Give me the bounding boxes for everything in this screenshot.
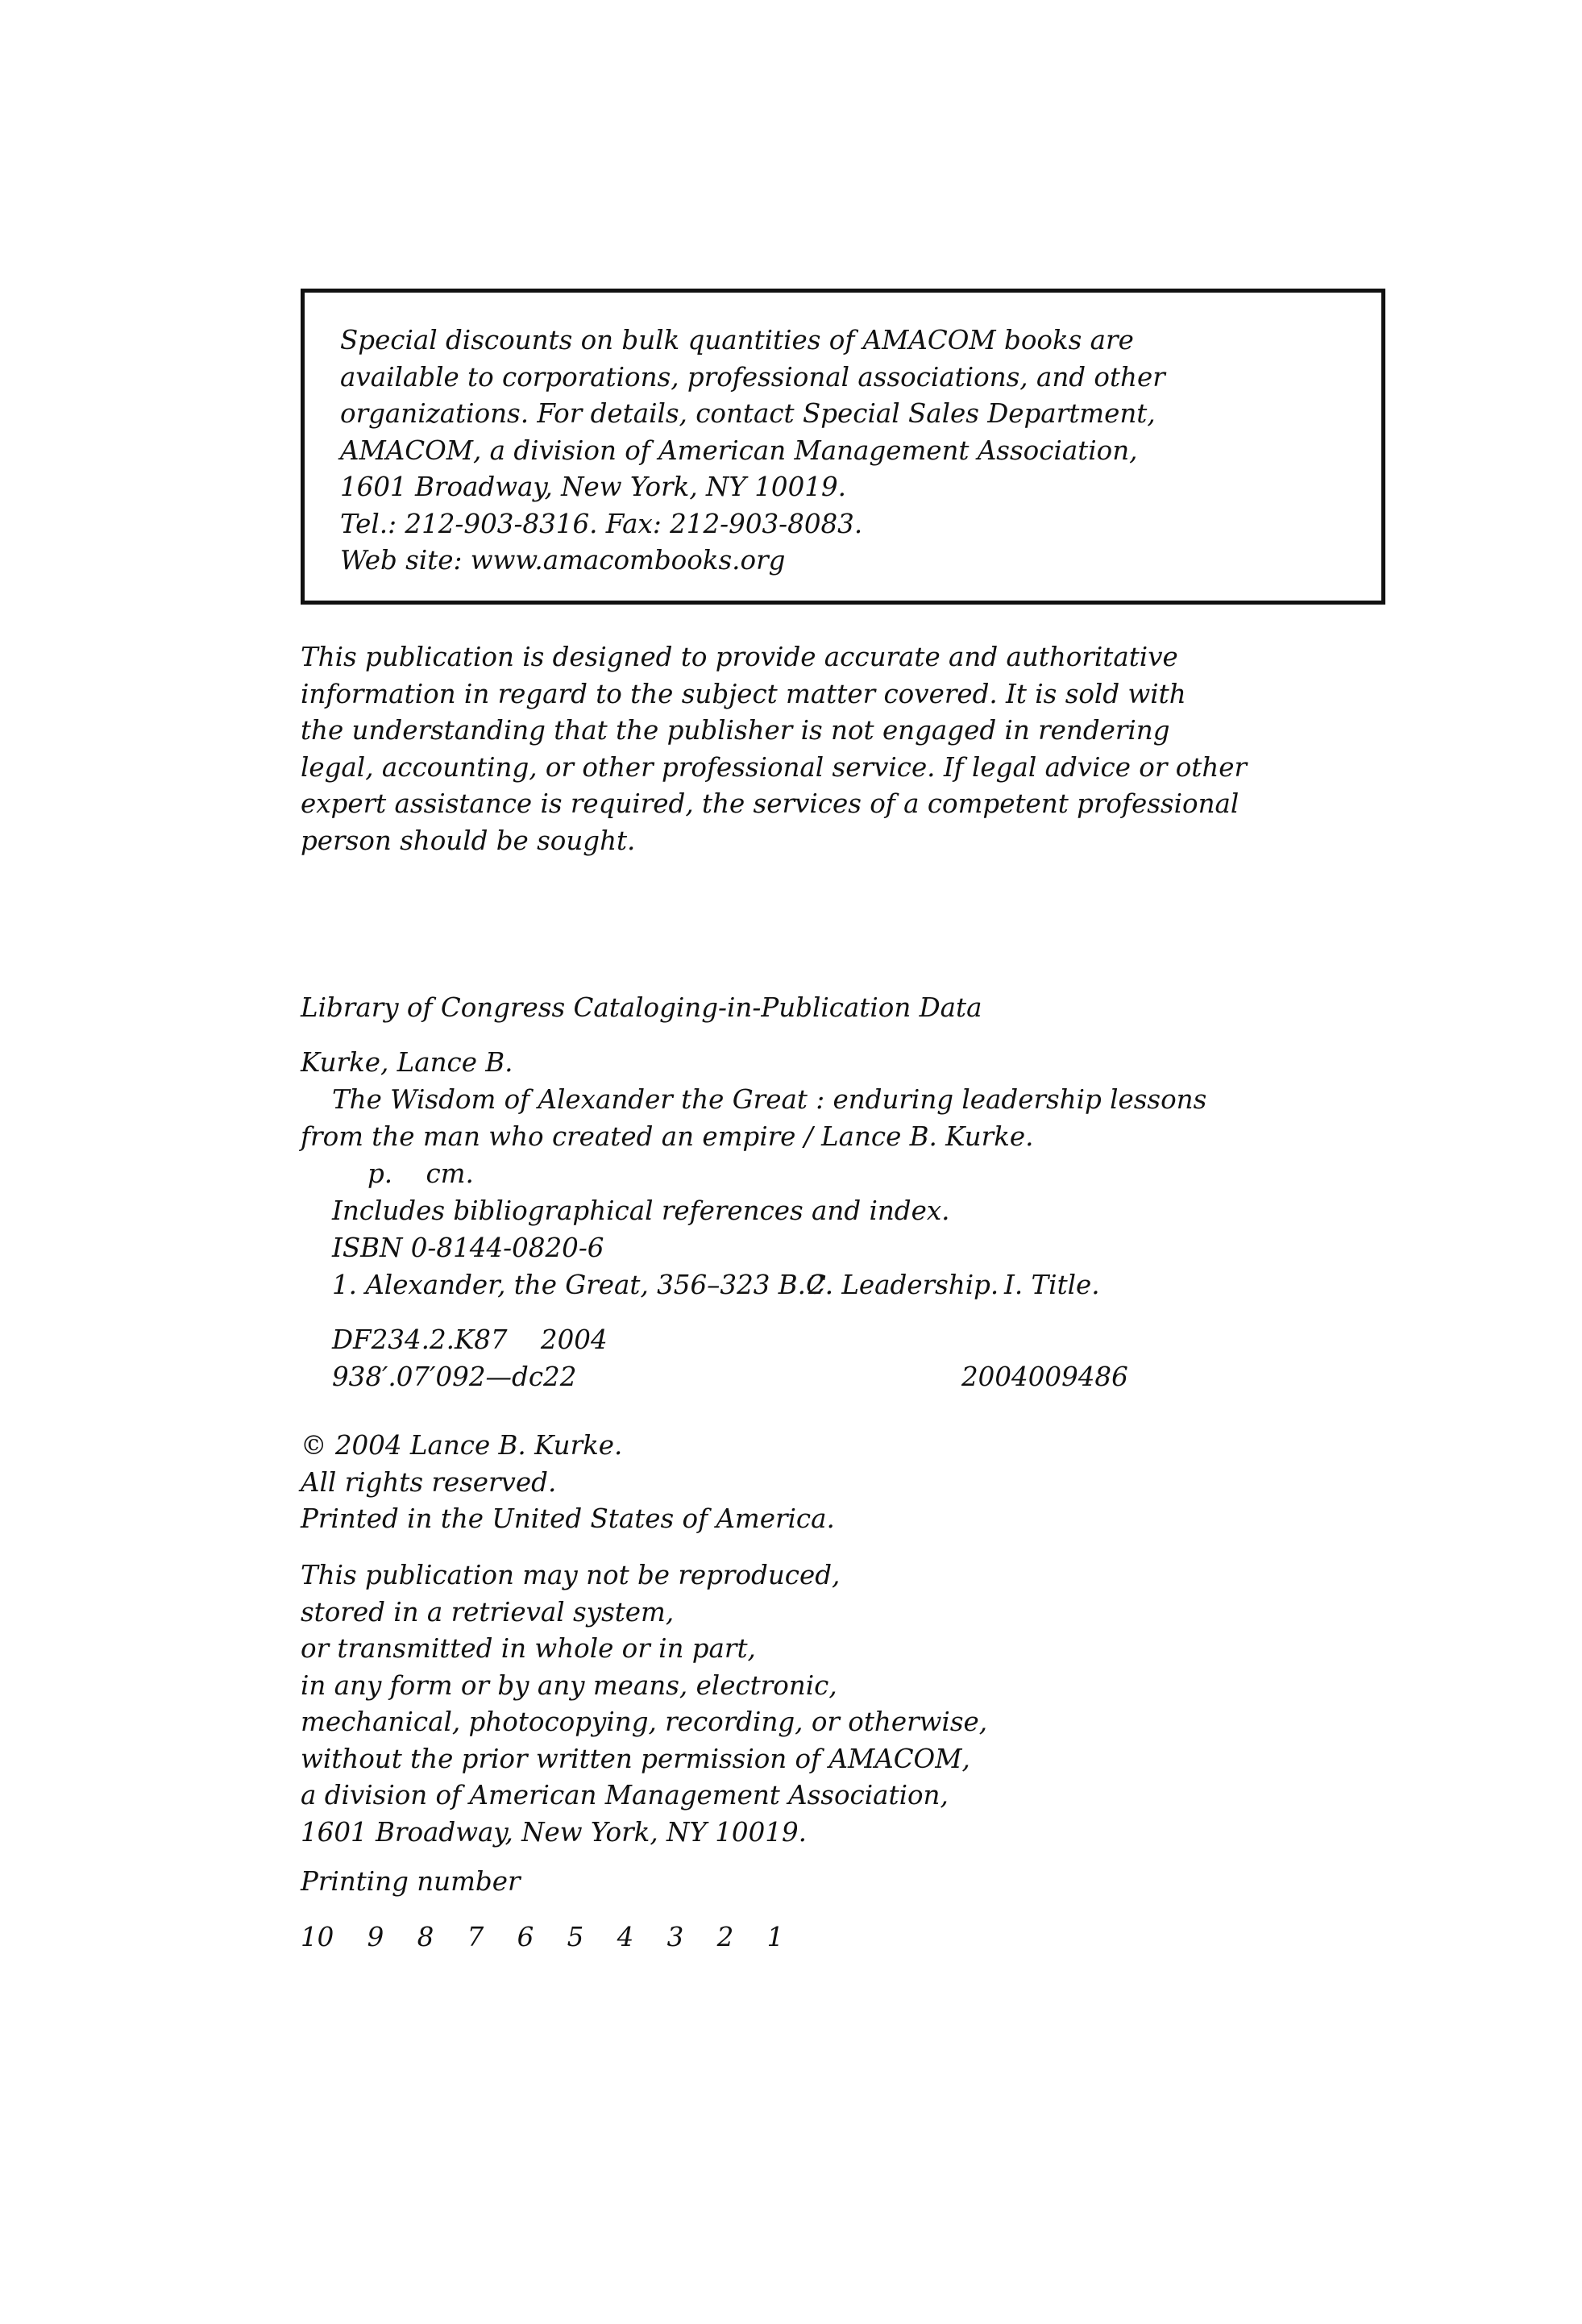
cip-subject: 1. Alexander, the Great, 356–323 B.C.: [332, 1270, 834, 1300]
special-sales-line: Special discounts on bulk quantities of AMACOM books are: [340, 325, 1134, 355]
disclaimer-line: person should be sought.: [301, 825, 636, 856]
special-sales-line: organizations. For details, contact Special Sales Department,: [340, 398, 1156, 429]
printing-label: Printing number: [301, 1866, 521, 1897]
cip-notes: Includes bibliographical references and index.: [332, 1195, 950, 1226]
cip-title-line: The Wisdom of Alexander the Great : enduring leadership lessons: [332, 1084, 1207, 1115]
cip-pagination: p. cm.: [367, 1158, 474, 1189]
website: Web site: www.amacombooks.org: [340, 545, 786, 576]
cip-lc-class: DF234.2.K87 2004: [332, 1324, 608, 1355]
copyright-line: Printed in the United States of America.: [301, 1503, 835, 1534]
cip-dewey: 938′.07′092—dc22: [332, 1362, 577, 1392]
reproduction-line: or transmitted in whole or in part,: [301, 1633, 756, 1664]
disclaimer-line: legal, accounting, or other professional service. If legal advice or other: [301, 751, 1248, 783]
reproduction-line: without the prior written permission of AMACOM,: [301, 1743, 970, 1774]
reproduction-notice: [301, 1557, 987, 1851]
reproduction-line: in any form or by any means, electronic,: [301, 1669, 837, 1701]
printing-sequence: 10 9 8 7 6 5 4 3 2 1: [301, 1922, 784, 1952]
disclaimer: [301, 639, 1247, 859]
cip-subject: I. Title.: [1004, 1270, 1100, 1300]
special-sales-line: available to corporations, professional associations, and other: [340, 361, 1165, 393]
copyright-line: All rights reserved.: [301, 1466, 557, 1498]
cip-author: Kurke, Lance B.: [301, 1047, 513, 1078]
cip-lccn: 2004009486: [961, 1362, 1128, 1392]
disclaimer-line: the understanding that the publisher is not engaged in rendering: [301, 715, 1170, 746]
copyright-line: © 2004 Lance B. Kurke.: [301, 1430, 623, 1461]
disclaimer-line: This publication is designed to provide accurate and authoritative: [301, 642, 1178, 672]
disclaimer-line: information in regard to the subject matter covered. It is sold with: [301, 678, 1186, 709]
reproduction-line: mechanical, photocopying, recording, or otherwise,: [301, 1707, 988, 1737]
reproduction-line: This publication may not be reproduced,: [301, 1560, 841, 1590]
special-sales-line: AMACOM, a division of American Management Association,: [340, 434, 1138, 466]
copyright: [301, 1428, 835, 1538]
cip-isbn: ISBN 0-8144-0820-6: [332, 1233, 604, 1263]
special-sales-text: [340, 322, 1165, 580]
reproduction-line: 1601 Broadway, New York, NY 10019.: [301, 1816, 807, 1848]
contact-phone-fax: Tel.: 212-903-8316. Fax: 212-903-8083.: [340, 508, 863, 539]
reproduction-line: stored in a retrieval system,: [301, 1596, 675, 1628]
special-sales-line: 1601 Broadway, New York, NY 10019.: [340, 472, 846, 502]
disclaimer-line: expert assistance is required, the services of a competent professional: [301, 788, 1239, 819]
reproduction-line: a division of American Management Association,: [301, 1780, 949, 1811]
cip-title-line: from the man who created an empire / Lance B. Kurke.: [301, 1121, 1034, 1152]
cip-subject: 2. Leadership.: [808, 1270, 999, 1300]
cip-heading: Library of Congress Cataloging-in-Publication Data: [301, 992, 982, 1023]
